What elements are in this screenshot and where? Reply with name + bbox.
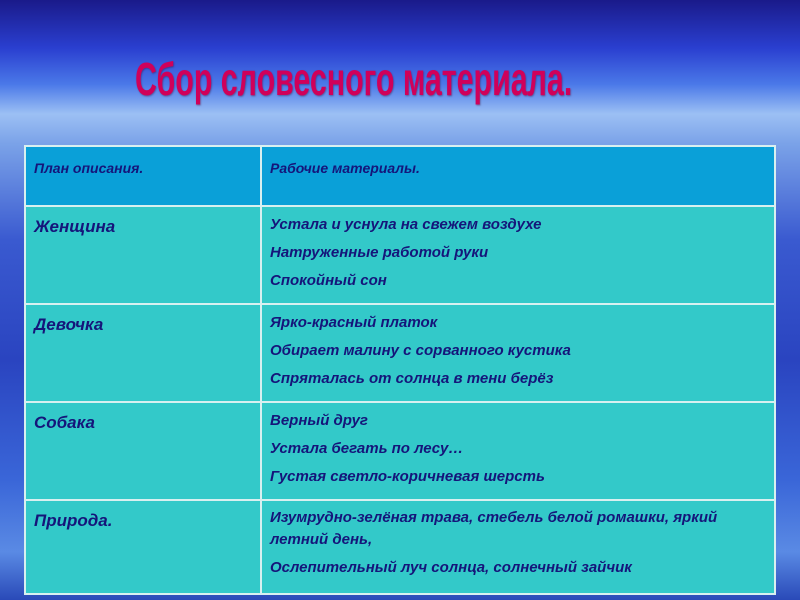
table-row [25,304,775,402]
table-row [25,206,775,304]
row-materials [261,304,775,402]
material-item: Густая светло-коричневая шерсть [270,468,545,485]
row-label: Природа. [25,500,261,594]
material-item: Ослепительный луч солнца, солнечный зайчик [270,559,632,576]
row-label: Девочка [25,304,261,402]
row-label: Собака [25,402,261,500]
material-item: Спокойный сон [270,272,387,289]
material-item: Верный друг [270,412,368,429]
table-header-row [25,146,775,206]
header-cell-materials: Рабочие материалы. [261,146,775,206]
material-item: Ярко-красный платок [270,314,438,331]
row-materials [261,402,775,500]
material-item: Обирает малину с сорванного кустика [270,342,571,359]
row-materials [261,206,775,304]
material-item: Спряталась от солнца в тени берёз [270,370,554,387]
material-item: Изумрудно-зелёная трава, стебель белой ромашки, яркий летний день, [270,509,718,548]
material-item: Устала бегать по лесу… [270,440,464,457]
row-label: Женщина [25,206,261,304]
row-materials [261,500,775,594]
header-cell-plan: План описания. [25,146,261,206]
slide-title-text: Сбор словесного материала. [135,53,573,105]
slide-title [135,52,615,108]
table-row [25,500,775,594]
material-item: Натруженные работой руки [270,244,489,261]
table-row [25,402,775,500]
material-item: Устала и уснула на свежем воздухе [270,216,542,233]
description-table [24,145,776,595]
